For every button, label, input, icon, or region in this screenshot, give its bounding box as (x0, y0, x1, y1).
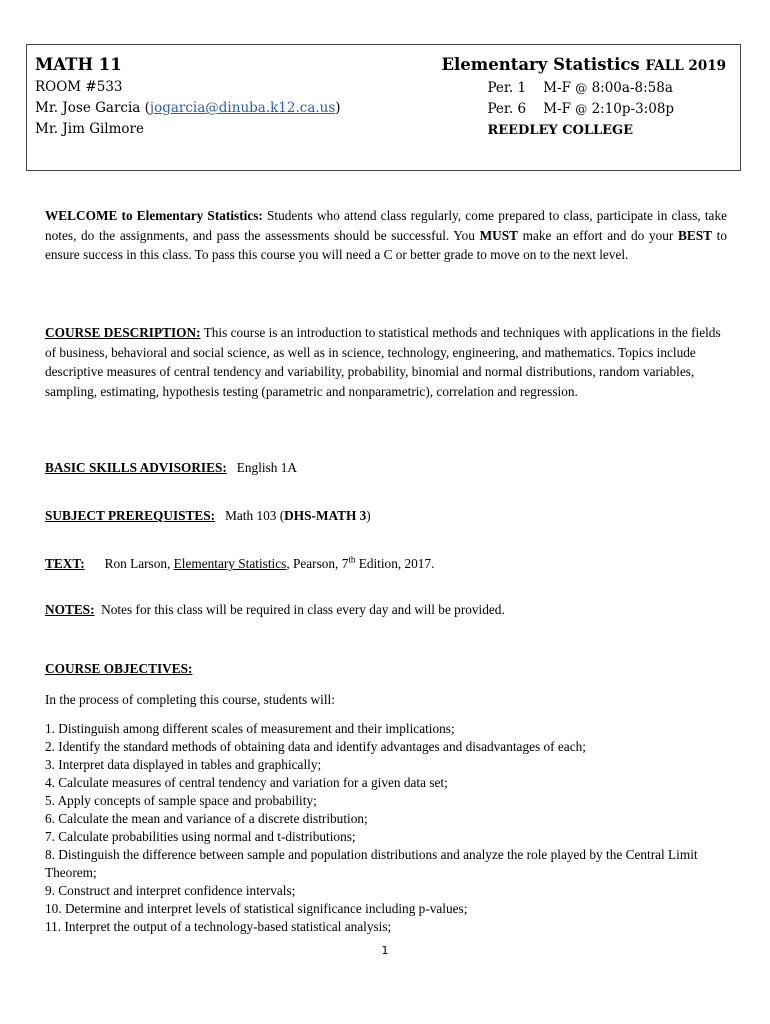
objective-item: 11. Interpret the output of a technology-based statistical analysis; (45, 919, 392, 934)
prerequisites-heading: SUBJECT PREREQUISTES: (45, 508, 216, 523)
welcome-heading: WELCOME to Elementary Statistics: (45, 208, 263, 223)
prerequisites-text-1: Math 103 ( (225, 508, 285, 523)
period-1-at: @ (575, 81, 588, 95)
prerequisites-text-2: ) (366, 508, 371, 523)
college-name: REEDLEY COLLEGE (487, 123, 634, 138)
welcome-text-2: make an effort and do your (518, 227, 678, 243)
subject-prerequisites (45, 506, 727, 526)
header-left (35, 53, 341, 140)
period-6-label: Per. 6 (487, 101, 527, 117)
period-1-label: Per. 1 (487, 80, 527, 96)
basic-skills-advisories (45, 458, 727, 478)
objective-item: 9. Construct and interpret confidence intervals; (45, 883, 296, 898)
objective-item: 3. Interpret data displayed in tables and graphically; (45, 757, 322, 772)
textbook-line (45, 554, 727, 574)
objective-item: 4. Calculate measures of central tendency and variation for a given data set; (45, 775, 448, 790)
notes-heading: NOTES: (45, 602, 95, 617)
welcome-paragraph (45, 206, 727, 265)
instructor-1-close: ) (335, 100, 341, 116)
textbook-edition: Edition, 2017. (355, 556, 435, 571)
page-number: 1 (381, 944, 389, 957)
objective-item: 10. Determine and interpret levels of statistical significance including p-values; (45, 901, 468, 916)
course-description-heading: COURSE DESCRIPTION: (45, 325, 201, 340)
welcome-best: BEST (678, 227, 713, 243)
prerequisites-bold: DHS-MATH 3 (284, 508, 367, 523)
welcome-must: MUST (479, 227, 519, 243)
period-1-days: M-F (543, 80, 571, 96)
instructor-2: Mr. Jim Gilmore (35, 121, 144, 137)
advisories-text: English 1A (236, 460, 297, 475)
course-description-text: This course is an introduction to statistical methods and techniques with applications in the fields of business, behavioral and social science, as well as in science, technology, engineering, and mathematics. Topics include descriptive measures of central tendency and variability, probability, binomial and normal distributions, random variables, sampling, estimating, hypothesis testing (parametric and nonparametric), correlation and regression. (45, 325, 721, 399)
instructor-1-email-link[interactable]: jogarcia@dinuba.k12.ca.us (149, 100, 336, 116)
course-description-paragraph (45, 323, 727, 401)
textbook-author: Ron Larson, (104, 556, 174, 571)
course-term: FALL 2019 (645, 58, 726, 74)
objective-item: 6. Calculate the mean and variance of a discrete distribution; (45, 811, 368, 826)
notes-line (45, 600, 727, 620)
objectives-list-wrap (45, 720, 715, 936)
welcome-text-1: Students who attend class regularly, come prepared to class, participate in class, take notes, do the assignments, and pass the assessments should be successful. You (45, 208, 728, 243)
notes-text: Notes for this class will be required in class every day and will be provided. (101, 602, 505, 617)
advisories-heading: BASIC SKILLS ADVISORIES: (45, 460, 227, 475)
objective-item: 8. Distinguish the difference between sample and population distributions and analyze the role played by the Central Limit Theorem; (45, 847, 698, 880)
course-objectives-heading (45, 659, 727, 679)
course-header-box (26, 44, 741, 171)
objective-item: 5. Apply concepts of sample space and probability; (45, 793, 317, 808)
textbook-title: Elementary Statistics (173, 556, 287, 571)
course-title-text: Elementary Statistics (441, 55, 640, 74)
period-1-time: 8:00a-8:58a (591, 80, 673, 96)
course-code: MATH 11 (35, 55, 122, 74)
header-right (441, 53, 726, 141)
objectives-heading: COURSE OBJECTIVES: (45, 661, 193, 676)
textbook-heading: TEXT: (45, 556, 85, 571)
objectives-list (45, 720, 715, 936)
objectives-intro: In the process of completing this course, students will: (45, 692, 335, 707)
textbook-publisher: , Pearson, 7 (286, 556, 349, 571)
objective-item: 1. Distinguish among different scales of measurement and their implications; (45, 721, 455, 736)
instructor-1-name: Mr. Jose Garcia ( (35, 100, 150, 116)
room-number: ROOM #533 (35, 79, 123, 95)
period-1 (441, 78, 726, 99)
welcome-text-3: to ensure success in this class. To pass this course you will need a C or better grade to move on to the next level. (45, 227, 727, 262)
objective-item: 2. Identify the standard methods of obtaining data and identify advantages and disadvantages of each; (45, 739, 586, 754)
textbook-edition-sup: th (348, 554, 356, 565)
course-title (441, 53, 726, 78)
instructor-1 (35, 98, 341, 119)
period-6 (441, 99, 726, 120)
period-6-days: M-F (543, 101, 571, 117)
period-6-at: @ (575, 102, 588, 116)
objective-item: 7. Calculate probabilities using normal and t-distributions; (45, 829, 356, 844)
period-6-time: 2:10p-3:08p (591, 101, 675, 117)
